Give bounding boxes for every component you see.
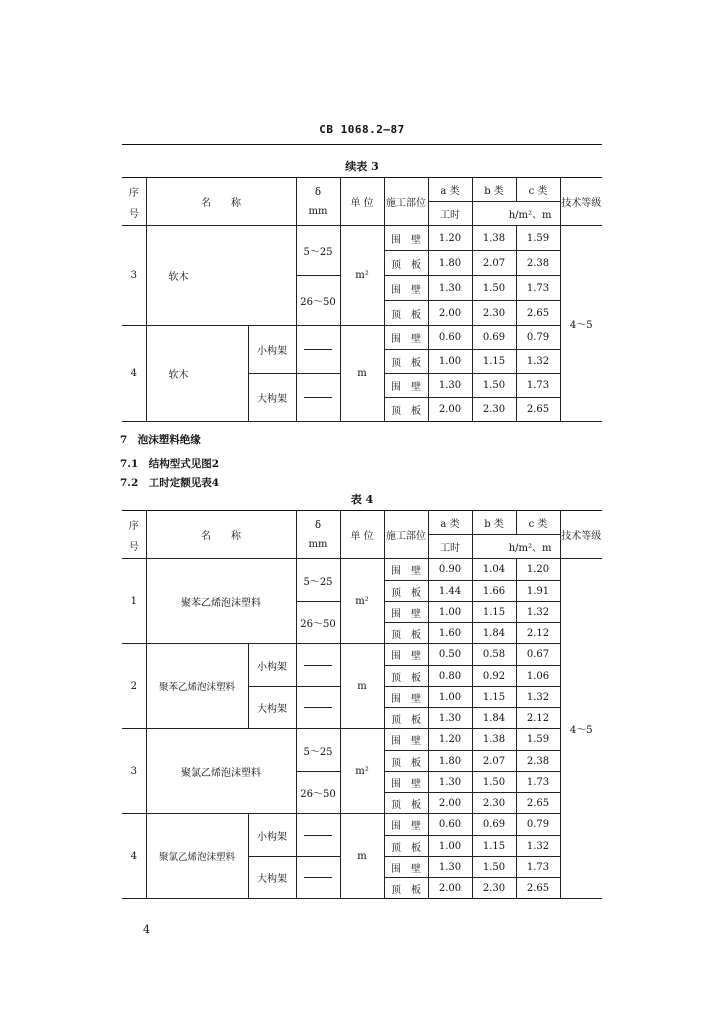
part: 围 壁 bbox=[384, 374, 428, 398]
row-name: 软木 bbox=[146, 326, 248, 422]
part: 围 壁 bbox=[384, 857, 428, 878]
part: 围 壁 bbox=[384, 559, 428, 581]
part: 顶 板 bbox=[384, 398, 428, 422]
thickness-header: δ mm bbox=[296, 178, 340, 226]
value-a: 1.30 bbox=[428, 772, 472, 793]
thickness-dash bbox=[296, 374, 340, 422]
part: 围 壁 bbox=[384, 729, 428, 751]
document-code-header: CB 1068.2—87 bbox=[319, 123, 405, 136]
row-unit: m bbox=[340, 644, 384, 729]
value-b: 1.15 bbox=[472, 350, 516, 374]
value-c: 1.32 bbox=[516, 836, 560, 857]
row-seq: 2 bbox=[122, 644, 146, 729]
value-a: 1.00 bbox=[428, 836, 472, 857]
value-b: 1.15 bbox=[472, 836, 516, 857]
part: 顶 板 bbox=[384, 251, 428, 276]
unit-label: h/m²、m bbox=[472, 535, 560, 559]
value-a: 2.00 bbox=[428, 793, 472, 814]
value-c: 1.73 bbox=[516, 374, 560, 398]
value-a: 2.00 bbox=[428, 301, 472, 326]
value-c: 1.91 bbox=[516, 581, 560, 602]
value-c: 1.32 bbox=[516, 687, 560, 708]
value-a: 1.30 bbox=[428, 276, 472, 301]
value-b: 1.66 bbox=[472, 581, 516, 602]
value-c: 2.12 bbox=[516, 623, 560, 644]
value-c: 2.38 bbox=[516, 751, 560, 772]
value-c: 1.32 bbox=[516, 602, 560, 623]
thickness-dash bbox=[296, 857, 340, 899]
value-a: 1.20 bbox=[428, 729, 472, 751]
value-a: 1.30 bbox=[428, 857, 472, 878]
header-rule bbox=[122, 144, 602, 145]
value-c: 1.59 bbox=[516, 729, 560, 751]
thickness-value: 5～25 bbox=[296, 559, 340, 602]
value-c: 2.65 bbox=[516, 398, 560, 422]
row-unit: m² bbox=[340, 559, 384, 644]
value-b: 2.30 bbox=[472, 398, 516, 422]
part: 顶 板 bbox=[384, 878, 428, 899]
sub-type: 大构架 bbox=[248, 374, 296, 422]
value-a: 1.30 bbox=[428, 374, 472, 398]
value-a: 1.80 bbox=[428, 751, 472, 772]
class-c-header: c 类 bbox=[516, 178, 560, 202]
value-b: 1.50 bbox=[472, 772, 516, 793]
value-b: 2.07 bbox=[472, 251, 516, 276]
part: 顶 板 bbox=[384, 708, 428, 729]
class-b-header: b 类 bbox=[472, 511, 516, 535]
thickness-header: δ mm bbox=[296, 511, 340, 559]
section-7-2-heading: 7.2 工时定额见表4 bbox=[120, 477, 220, 489]
value-a: 0.60 bbox=[428, 326, 472, 350]
class-a-header: a 类 bbox=[428, 178, 472, 202]
part: 顶 板 bbox=[384, 836, 428, 857]
part: 顶 板 bbox=[384, 666, 428, 687]
name-header: 名 称 bbox=[146, 511, 296, 559]
part-header: 施工部位 bbox=[384, 178, 428, 226]
row-seq: 4 bbox=[122, 814, 146, 899]
table3-title: 续表 3 bbox=[345, 160, 379, 173]
value-a: 0.90 bbox=[428, 559, 472, 581]
grade-value: 4～5 bbox=[560, 559, 602, 899]
value-a: 2.00 bbox=[428, 878, 472, 899]
value-b: 1.38 bbox=[472, 226, 516, 251]
value-b: 2.30 bbox=[472, 793, 516, 814]
part: 顶 板 bbox=[384, 793, 428, 814]
unit-header: 单 位 bbox=[340, 178, 384, 226]
class-a-header: a 类 bbox=[428, 511, 472, 535]
row-unit: m² bbox=[340, 226, 384, 326]
part: 围 壁 bbox=[384, 644, 428, 666]
value-c: 0.79 bbox=[516, 326, 560, 350]
part-header: 施工部位 bbox=[384, 511, 428, 559]
value-c: 1.06 bbox=[516, 666, 560, 687]
value-b: 0.58 bbox=[472, 644, 516, 666]
value-b: 1.50 bbox=[472, 374, 516, 398]
class-c-header: c 类 bbox=[516, 511, 560, 535]
row-seq: 1 bbox=[122, 559, 146, 644]
thickness-value: 26～50 bbox=[296, 772, 340, 814]
value-c: 0.67 bbox=[516, 644, 560, 666]
value-a: 1.00 bbox=[428, 687, 472, 708]
table4-title: 表 4 bbox=[350, 493, 374, 506]
row-name: 聚氯乙烯泡沫塑料 bbox=[146, 814, 248, 899]
table4 bbox=[122, 510, 602, 899]
value-a: 1.60 bbox=[428, 623, 472, 644]
row-unit: m² bbox=[340, 729, 384, 814]
sub-type: 大构架 bbox=[248, 687, 296, 729]
value-b: 0.92 bbox=[472, 666, 516, 687]
row-seq: 4 bbox=[122, 326, 146, 422]
value-a: 1.44 bbox=[428, 581, 472, 602]
value-b: 2.30 bbox=[472, 878, 516, 899]
value-a: 2.00 bbox=[428, 398, 472, 422]
value-b: 1.84 bbox=[472, 623, 516, 644]
value-b: 1.50 bbox=[472, 276, 516, 301]
value-a: 1.20 bbox=[428, 226, 472, 251]
value-c: 1.73 bbox=[516, 857, 560, 878]
value-c: 2.12 bbox=[516, 708, 560, 729]
value-c: 2.38 bbox=[516, 251, 560, 276]
value-c: 1.20 bbox=[516, 559, 560, 581]
thickness-dash bbox=[296, 687, 340, 729]
section-7-heading: 7 泡沫塑料绝缘 bbox=[120, 434, 201, 446]
part: 围 壁 bbox=[384, 814, 428, 836]
value-c: 2.65 bbox=[516, 301, 560, 326]
sub-type: 大构架 bbox=[248, 857, 296, 899]
grade-header: 技术等级 bbox=[560, 178, 602, 226]
value-a: 1.00 bbox=[428, 350, 472, 374]
value-c: 0.79 bbox=[516, 814, 560, 836]
row-name: 聚苯乙烯泡沫塑料 bbox=[146, 644, 248, 729]
thickness-value: 26～50 bbox=[296, 602, 340, 644]
value-b: 2.07 bbox=[472, 751, 516, 772]
unit-header: 单 位 bbox=[340, 511, 384, 559]
part: 围 壁 bbox=[384, 226, 428, 251]
grade-value: 4～5 bbox=[560, 226, 602, 422]
thickness-value: 26～50 bbox=[296, 276, 340, 326]
row-unit: m bbox=[340, 814, 384, 899]
part: 围 壁 bbox=[384, 687, 428, 708]
value-c: 2.65 bbox=[516, 878, 560, 899]
part: 顶 板 bbox=[384, 751, 428, 772]
value-b: 1.50 bbox=[472, 857, 516, 878]
row-name: 聚氯乙烯泡沫塑料 bbox=[146, 729, 296, 814]
value-a: 1.30 bbox=[428, 708, 472, 729]
thickness-dash bbox=[296, 814, 340, 857]
value-c: 1.73 bbox=[516, 772, 560, 793]
value-c: 1.73 bbox=[516, 276, 560, 301]
value-c: 2.65 bbox=[516, 793, 560, 814]
value-a: 1.00 bbox=[428, 602, 472, 623]
row-unit: m bbox=[340, 326, 384, 422]
value-a: 0.50 bbox=[428, 644, 472, 666]
value-b: 2.30 bbox=[472, 301, 516, 326]
value-a: 0.60 bbox=[428, 814, 472, 836]
row-seq: 3 bbox=[122, 226, 146, 326]
thickness-value: 5～25 bbox=[296, 226, 340, 276]
sub-type: 小构架 bbox=[248, 326, 296, 374]
value-b: 0.69 bbox=[472, 814, 516, 836]
work-hours-label: 工时 bbox=[428, 202, 472, 226]
value-c: 1.59 bbox=[516, 226, 560, 251]
part: 围 壁 bbox=[384, 326, 428, 350]
row-name: 聚苯乙烯泡沫塑料 bbox=[146, 559, 296, 644]
thickness-dash bbox=[296, 644, 340, 687]
unit-label: h/m²、m bbox=[472, 202, 560, 226]
work-hours-label: 工时 bbox=[428, 535, 472, 559]
part: 围 壁 bbox=[384, 772, 428, 793]
value-b: 1.38 bbox=[472, 729, 516, 751]
row-seq: 3 bbox=[122, 729, 146, 814]
part: 围 壁 bbox=[384, 276, 428, 301]
seq-header: 序 号 bbox=[122, 178, 146, 226]
part: 顶 板 bbox=[384, 350, 428, 374]
value-b: 0.69 bbox=[472, 326, 516, 350]
row-name: 软木 bbox=[146, 226, 296, 326]
section-7-1-heading: 7.1 结构型式见图2 bbox=[120, 458, 220, 470]
part: 顶 板 bbox=[384, 581, 428, 602]
part: 围 壁 bbox=[384, 602, 428, 623]
value-c: 1.32 bbox=[516, 350, 560, 374]
value-b: 1.15 bbox=[472, 602, 516, 623]
value-b: 1.84 bbox=[472, 708, 516, 729]
value-b: 1.15 bbox=[472, 687, 516, 708]
thickness-value: 5～25 bbox=[296, 729, 340, 772]
value-b: 1.04 bbox=[472, 559, 516, 581]
name-header: 名 称 bbox=[146, 178, 296, 226]
part: 顶 板 bbox=[384, 623, 428, 644]
seq-header: 序 号 bbox=[122, 511, 146, 559]
sub-type: 小构架 bbox=[248, 644, 296, 687]
part: 顶 板 bbox=[384, 301, 428, 326]
table3 bbox=[122, 177, 602, 422]
value-a: 1.80 bbox=[428, 251, 472, 276]
sub-type: 小构架 bbox=[248, 814, 296, 857]
page-number: 4 bbox=[143, 923, 150, 936]
value-a: 0.80 bbox=[428, 666, 472, 687]
grade-header: 技术等级 bbox=[560, 511, 602, 559]
thickness-dash bbox=[296, 326, 340, 374]
class-b-header: b 类 bbox=[472, 178, 516, 202]
